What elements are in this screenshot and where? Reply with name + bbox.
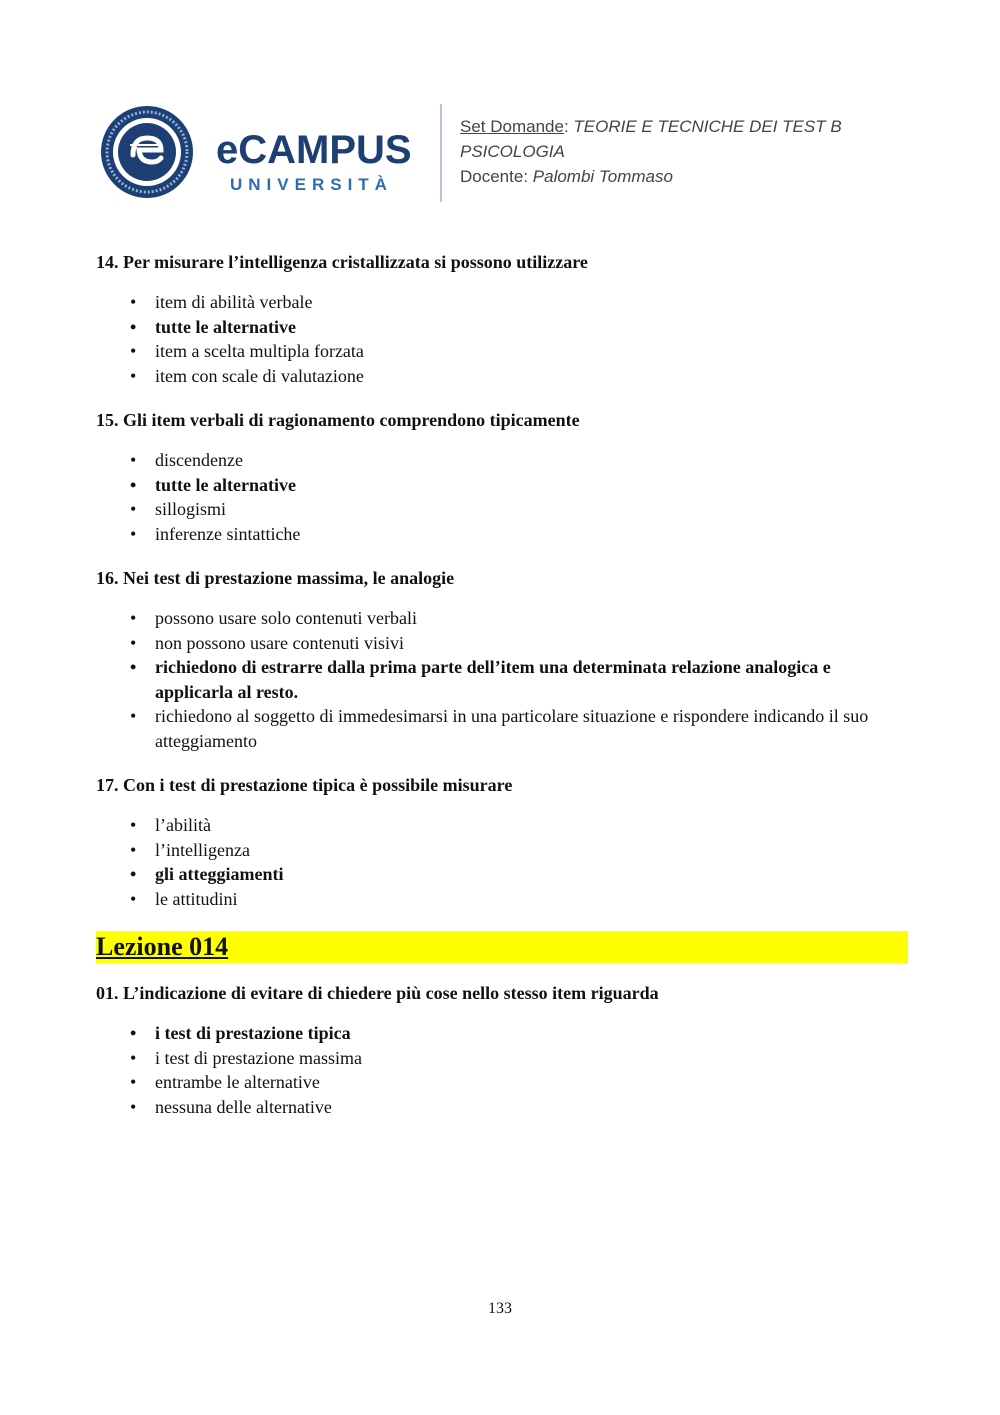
option-text: i test di prestazione tipica: [155, 1023, 351, 1043]
answer-options: [96, 1021, 908, 1119]
answer-options: [96, 290, 908, 388]
question-title: 01. L’indicazione di evitare di chiedere più cose nello stesso item riguarda: [96, 983, 659, 1003]
answer-option: [96, 704, 908, 753]
option-text: sillogismi: [155, 499, 227, 519]
option-text: richiedono al soggetto di immedesimarsi in una particolare situazione e rispondere indicando il suo atteggiamento: [155, 706, 869, 751]
bullet-icon: •: [130, 864, 137, 884]
questions-before-lesson: [96, 250, 908, 911]
bullet-icon: •: [130, 341, 137, 361]
bullet-icon: •: [130, 1096, 137, 1117]
question-title: 14. Per misurare l’intelligenza cristallizzata si possono utilizzare: [96, 252, 588, 272]
bullet-icon: •: [130, 1072, 137, 1092]
answer-options: [96, 448, 908, 546]
option-text: l’intelligenza: [155, 839, 250, 860]
brand-name: eCAMPUS: [216, 128, 412, 172]
bullet-icon: •: [130, 608, 137, 628]
set-value-line2: PSICOLOGIA: [460, 142, 565, 161]
bullet-icon: •: [130, 365, 137, 386]
option-text: item con scale di valutazione: [155, 365, 364, 386]
answer-option: [96, 364, 908, 389]
option-text: nessuna delle alternative: [155, 1096, 332, 1117]
answer-option: [96, 838, 908, 863]
option-text: gli atteggiamenti: [155, 864, 284, 884]
university-seal-icon: [100, 105, 194, 199]
set-label: Set Domande: [460, 117, 564, 136]
bullet-icon: •: [130, 499, 137, 519]
bullet-icon: •: [130, 888, 137, 909]
option-text: l’abilità: [155, 815, 211, 835]
answer-option: [96, 1046, 908, 1071]
bullet-icon: •: [130, 292, 137, 312]
option-text: discendenze: [155, 450, 243, 470]
bullet-icon: •: [130, 450, 137, 470]
answer-option: [96, 606, 908, 631]
option-text: le attitudini: [155, 888, 238, 909]
docente-label: Docente:: [460, 167, 529, 186]
bullet-icon: •: [130, 706, 137, 726]
option-text: tutte le alternative: [155, 474, 296, 495]
bullet-icon: •: [130, 1023, 137, 1043]
brand-wordmark: [216, 130, 412, 196]
answer-option: [96, 497, 908, 522]
bullet-icon: •: [130, 316, 137, 337]
option-text: inferenze sintattiche: [155, 523, 301, 544]
bullet-icon: •: [130, 657, 137, 677]
bullet-icon: •: [130, 1047, 137, 1068]
lesson-title: Lezione 014: [96, 932, 229, 961]
bullet-icon: •: [130, 632, 137, 653]
answer-option: [96, 448, 908, 473]
correct-answer-option: [96, 315, 908, 340]
question-title: 17. Con i test di prestazione tipica è possibile misurare: [96, 775, 513, 795]
option-text: i test di prestazione massima: [155, 1047, 362, 1068]
question-title: 16. Nei test di prestazione massima, le analogie: [96, 568, 455, 588]
lesson-heading: [96, 931, 908, 963]
set-info: Set Domande: TEORIE E TECNICHE DEI TEST B PSICOLOGIA Docente: Palombi Tommaso: [460, 117, 842, 186]
answer-option: [96, 339, 908, 364]
option-text: non possono usare contenuti visivi: [155, 632, 404, 653]
bullet-icon: •: [130, 523, 137, 544]
page-header: [100, 102, 900, 202]
page-number: 133: [488, 1300, 512, 1317]
question-title: 15. Gli item verbali di ragionamento comprendono tipicamente: [96, 410, 580, 430]
answer-option: [96, 813, 908, 838]
option-text: richiedono di estrarre dalla prima parte dell’item una determinata relazione analogica e applicarla al resto.: [155, 657, 831, 702]
bullet-icon: •: [130, 815, 137, 835]
answer-option: [96, 631, 908, 656]
questions-after-lesson: [96, 981, 908, 1119]
question-list: [96, 250, 908, 1139]
docente-value: Palombi Tommaso: [532, 167, 673, 186]
correct-answer-option: [96, 473, 908, 498]
answer-option: [96, 1095, 908, 1120]
correct-answer-option: [96, 862, 908, 887]
option-text: possono usare solo contenuti verbali: [155, 608, 417, 628]
answer-option: [96, 1070, 908, 1095]
answer-options: [96, 606, 908, 753]
option-text: tutte le alternative: [155, 316, 296, 337]
option-text: item a scelta multipla forzata: [155, 341, 364, 361]
answer-options: [96, 813, 908, 911]
bullet-icon: •: [130, 839, 137, 860]
set-value-line1: TEORIE E TECNICHE DEI TEST B: [573, 117, 842, 136]
bullet-icon: •: [130, 474, 137, 495]
answer-option: [96, 522, 908, 547]
correct-answer-option: [96, 655, 908, 704]
correct-answer-option: [96, 1021, 908, 1046]
answer-option: [96, 887, 908, 912]
option-text: item di abilità verbale: [155, 292, 313, 312]
answer-option: [96, 290, 908, 315]
option-text: entrambe le alternative: [155, 1072, 320, 1092]
brand-subtitle: UNIVERSITÀ: [230, 175, 393, 194]
header-divider: [440, 104, 442, 202]
